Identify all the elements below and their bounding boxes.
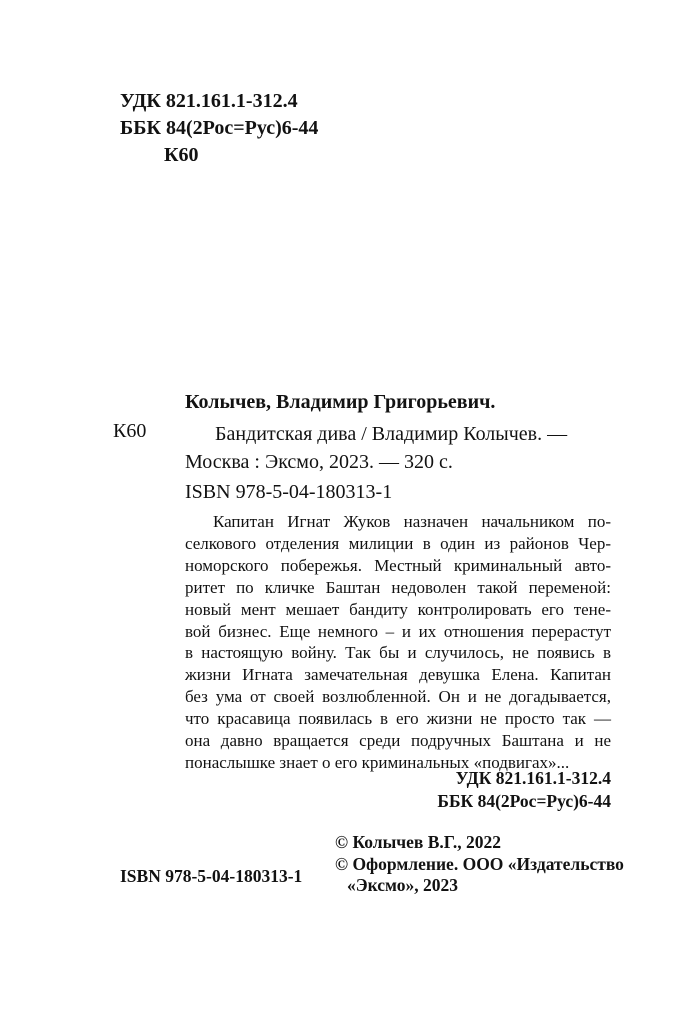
annotation-line: новый мент мешает бандиту контролировать его тене- (185, 599, 611, 619)
udk-bottom: УДК 821.161.1-312.4 (455, 768, 611, 788)
catalog-title-line-1: Бандитская дива / Владимир Колычев. — (215, 423, 568, 445)
annotation-text (185, 511, 611, 774)
bbk-top: ББК 84(2Рос=Рус)6-44 (120, 117, 319, 139)
annotation-line: в настоящую войну. Так бы и случилось, не появись в (185, 643, 611, 663)
annotation-line: номорского побережья. Местный криминальный авто- (185, 555, 611, 575)
copyright-line-1: © Колычев В.Г., 2022 (335, 832, 502, 852)
udk-top: УДК 821.161.1-312.4 (120, 90, 298, 112)
annotation-line: она давно вращается среди подручных Баштана и не (185, 731, 611, 751)
catalog-title (185, 420, 615, 476)
bbk-bottom: ББК 84(2Рос=Рус)6-44 (437, 791, 611, 811)
catalog-author-code: К60 (113, 420, 147, 442)
annotation-line: селкового отделения милиции в один из районов Чер- (185, 533, 611, 553)
annotation-line: Капитан Игнат Жуков назначен начальником по- (213, 512, 611, 531)
copyright-line-3: «Эксмо», 2023 (347, 875, 458, 895)
bottom-classification-block (185, 767, 611, 813)
isbn-main: ISBN 978-5-04-180313-1 (185, 481, 393, 503)
annotation-line: что красавица появилась в его жизни не просто так — (185, 709, 611, 729)
annotation-line: понаслышке знает о его криминальных «подвигах»... (185, 752, 570, 772)
annotation-line: без ума от своей возлюбленной. Он и не догадывается, (185, 687, 611, 707)
catalog-title-line-2: Москва : Эксмо, 2023. — 320 с. (185, 451, 453, 473)
top-classification-block (120, 88, 318, 169)
annotation-line: вой бизнес. Еще немного – и их отношения перерастут (185, 621, 611, 641)
isbn-bottom: ISBN 978-5-04-180313-1 (120, 866, 303, 886)
author-code-top: К60 (164, 144, 199, 166)
annotation-line: жизни Игната замечательная девушка Елена. Капитан (185, 665, 611, 685)
annotation-line: ритет по кличке Баштан недоволен такой переменой: (185, 577, 611, 597)
copyright-block (335, 832, 624, 897)
catalog-author: Колычев, Владимир Григорьевич. (185, 391, 496, 413)
copyright-line-2: © Оформление. ООО «Издательство (335, 853, 624, 874)
